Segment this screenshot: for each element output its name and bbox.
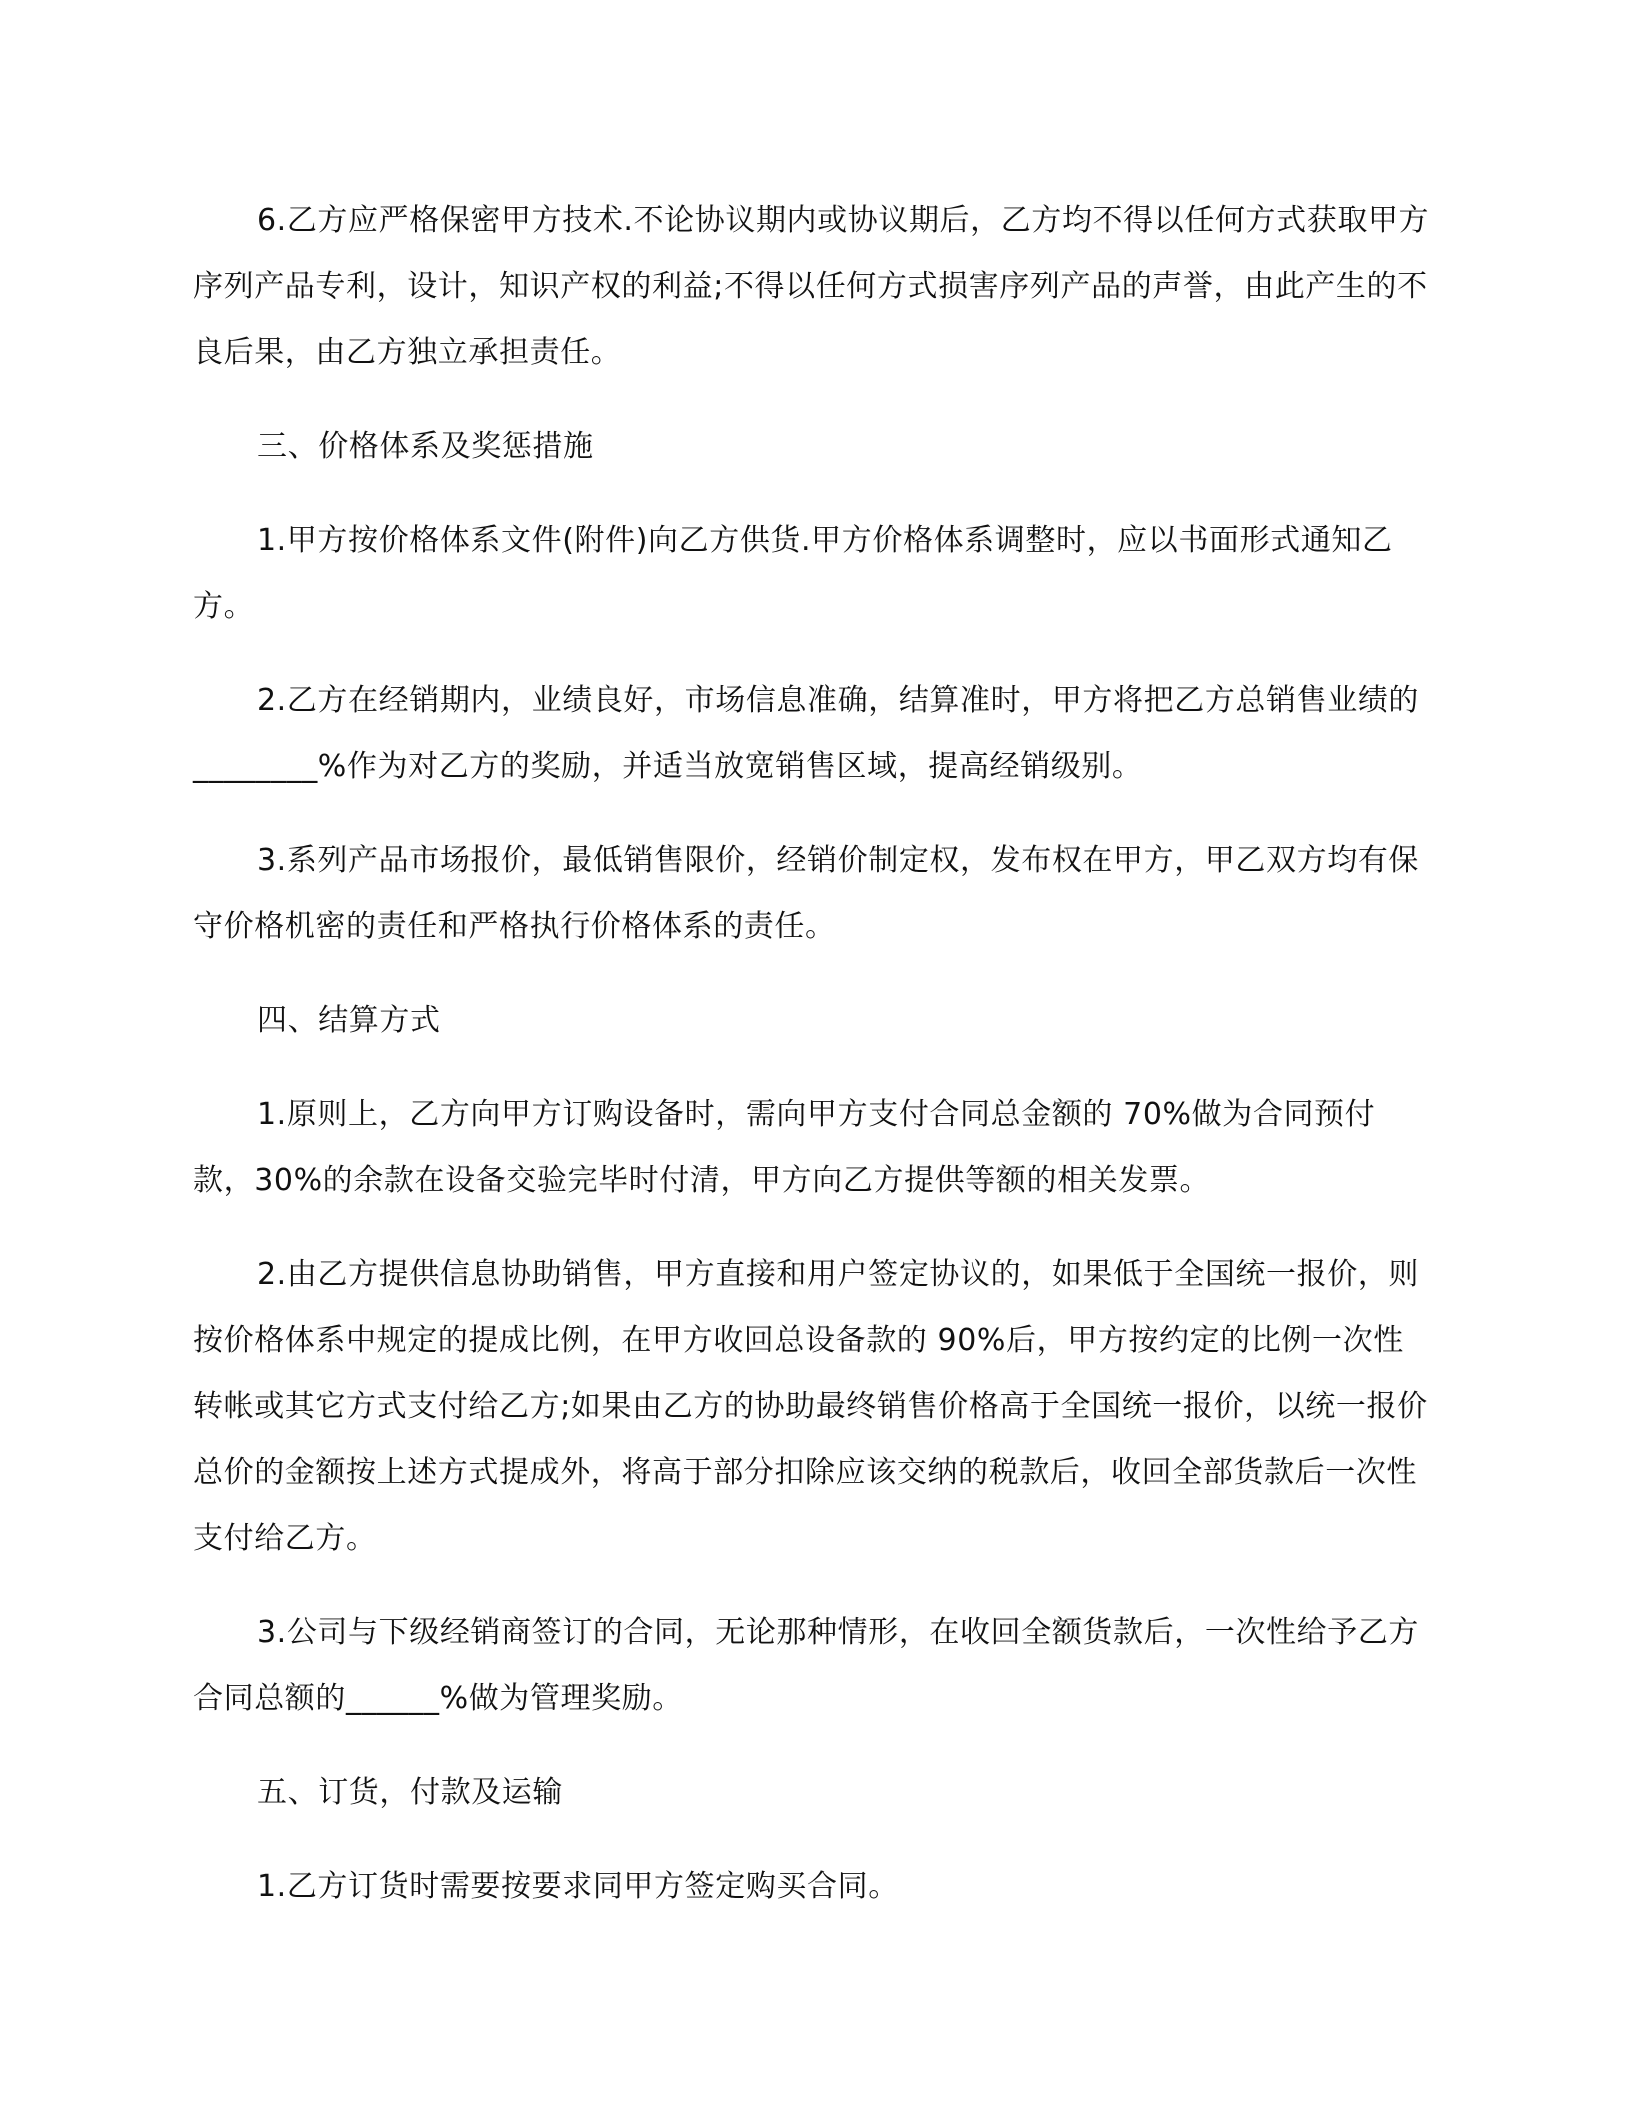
clause-pricing-3: 3.系列产品市场报价，最低销售限价，经销价制定权，发布权在甲方，甲乙双方均有保守价格机密的责任和严格执行价格体系的责任。 <box>193 843 1420 944</box>
document-body <box>193 188 1433 1920</box>
clause-ordering-1: 1.乙方订货时需要按要求同甲方签定购买合同。 <box>257 1869 899 1904</box>
section-heading-pricing: 三、价格体系及奖惩措施 <box>257 429 594 464</box>
clause-settlement-3: 3.公司与下级经销商签订的合同，无论那种情形，在收回全额货款后，一次性给予乙方合同总额的______%做为管理奖励。 <box>193 1615 1420 1716</box>
clause-settlement-2: 2.由乙方提供信息协助销售，甲方直接和用户签定协议的，如果低于全国统一报价，则按价格体系中规定的提成比例，在甲方收回总设备款的 90%后，甲方按约定的比例一次性转帐或其它方式支付给乙方;如果由乙方的协助最终销售价格高于全国统一报价，以统一报价总价的金额按上述方式提成外，将高于部分扣除应该交纳的税款后，收回全部货款后一次性支付给乙方。 <box>193 1257 1428 1556</box>
section-heading-ordering: 五、订货，付款及运输 <box>257 1775 563 1810</box>
clause-confidentiality: 6.乙方应严格保密甲方技术.不论协议期内或协议期后，乙方均不得以任何方式获取甲方序列产品专利，设计，知识产权的利益;不得以任何方式损害序列产品的声誉，由此产生的不良后果，由乙方独立承担责任。 <box>193 203 1430 370</box>
clause-settlement-1: 1.原则上，乙方向甲方订购设备时，需向甲方支付合同总金额的 70%做为合同预付款，30%的余款在设备交验完毕时付清，甲方向乙方提供等额的相关发票。 <box>193 1097 1376 1198</box>
section-heading-settlement: 四、结算方式 <box>257 1003 441 1038</box>
clause-pricing-2: 2.乙方在经销期内，业绩良好，市场信息准确，结算准时，甲方将把乙方总销售业绩的________%作为对乙方的奖励，并适当放宽销售区域，提高经销级别。 <box>193 683 1420 784</box>
clause-pricing-1: 1.甲方按价格体系文件(附件)向乙方供货.甲方价格体系调整时，应以书面形式通知乙方。 <box>193 523 1393 624</box>
